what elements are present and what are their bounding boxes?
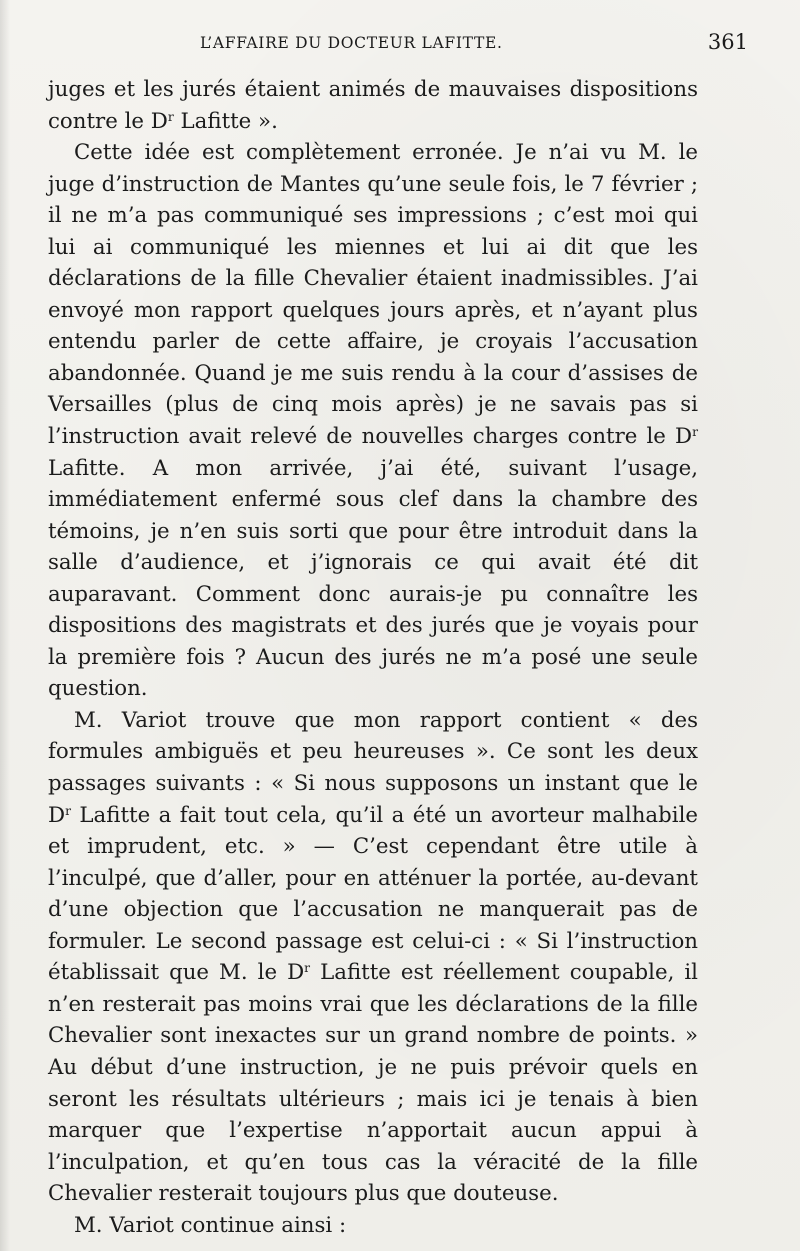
body-text [48,74,698,1241]
paragraph-3 [48,705,698,1210]
paragraph-2 [48,137,698,705]
paragraph-2-part-2: Lafitte. A mon arrivée, j’ai été, suivant l’usage, immédiatement enfermé sous clef dans la chambre des témoins, je n’en suis sorti que pour être introduit dans la salle d’audience, et j’ignorais ce qui avait été dit auparavant. Comment donc aurais-je pu connaître les dispositions des magistrats et des jurés que je voyais pour la première fois ? Aucun des jurés ne m’a posé une seule question. [48,455,698,702]
paragraph-1-part-2: Lafitte ». [173,108,278,134]
superscript-r: r [65,803,71,818]
page-gutter-shadow [0,0,10,1251]
paragraph-3-part-2: Lafitte a fait tout cela, qu’il a été un avorteur malhabile et imprudent, etc. » — C’est cependant être utile à l’inculpé, que d’aller, pour en atténuer la portée, au-devant d’une objection que l’accusation ne manquerait pas de formuler. Le second passage est celui-ci : « Si l’instruction établissait que M. le D [48,802,698,986]
page-header [48,30,748,62]
paragraph-3-part-3: Lafitte est réellement coupable, il n’en resterait pas moins vrai que les déclarations de la fille Chevalier sont inexactes sur un grand nombre de points. » Au début d’une instruction, je ne puis prévoir quels en seront les résultats ultérieurs ; mais ici je tenais à bien marquer que l’expertise n’apportait aucun appui à l’inculpation, et qu’en tous cas la véracité de la fille Chevalier resterait toujours plus que douteuse. [48,960,698,1207]
superscript-r: r [167,109,174,124]
running-title: L’AFFAIRE DU DOCTEUR LAFITTE. [200,34,503,52]
paragraph-4 [48,1210,698,1242]
paragraph-2-part-1: Cette idée est complètement erronée. Je n’ai vu M. le juge d’instruction de Mantes qu’une seule fois, le 7 février ; il ne m’a pas communiqué ses impressions ; c’est moi qui lui ai communiqué les miennes et lui ai dit que les déclarations de la fille Chevalier étaient inadmissibles. J’ai envoyé mon rapport quelques jours après, et n’ayant plus entendu parler de cette affaire, je croyais l’accusation abandonnée. Quand je me suis rendu à la cour d’assises de Versailles (plus de cinq mois après) je ne savais pas si l’instruction avait relevé de nouvelles charges contre le D [48,140,698,450]
superscript-r: r [304,961,311,976]
paragraph-3-part-1: M. Variot trouve que mon rapport contient « des formules ambiguës et peu heureuses ». Ce sont les deux passages suivants : « Si nous supposons un instant que le D [48,707,698,828]
page-number: 361 [707,30,748,54]
paragraph-1 [48,74,698,137]
superscript-r: r [692,425,698,440]
paragraph-4-text: M. Variot continue ainsi : [74,1212,347,1238]
paragraph-1-part-1: juges et les jurés étaient animés de mauvaises dispositions contre le D [48,77,698,134]
